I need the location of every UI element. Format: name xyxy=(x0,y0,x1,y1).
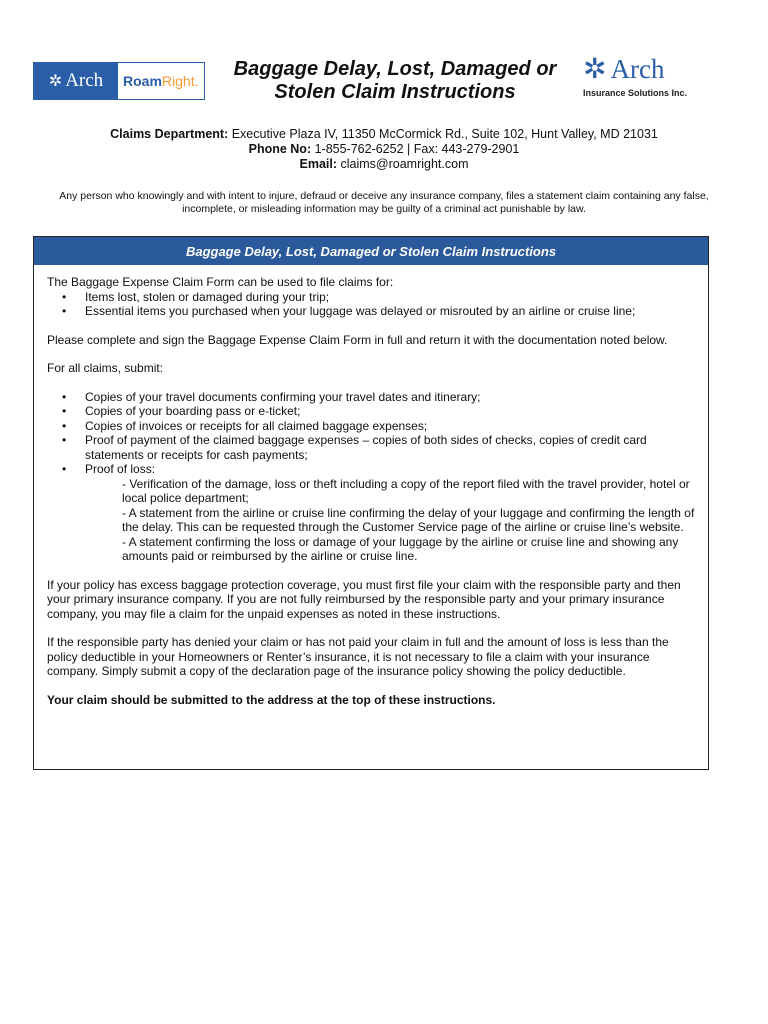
list-item-text: Proof of payment of the claimed baggage expenses – copies of both sides of checks, copies of credit card statements or receipts for cash payments; xyxy=(85,433,647,462)
list-item-text: Copies of your boarding pass or e-ticket; xyxy=(85,404,301,418)
submit-list xyxy=(47,390,696,477)
submit-address-note: Your claim should be submitted to the address at the top of these instructions. xyxy=(47,692,496,707)
email-value: claims@roamright.com xyxy=(337,157,469,171)
phone-label: Phone No: xyxy=(248,142,312,156)
denied-claim-text: If the responsible party has denied your claim or has not paid your claim in full and the amount of loss is less than the policy deductible in your Homeowners or Renter’s insurance, it is not necessary to file a claim with your insurance company. Simply submit a copy of the declaration page of the insurance policy showing the policy deductible. xyxy=(47,635,669,678)
phone-value: 1-855-762-6252 | Fax: 443-279-2901 xyxy=(311,142,520,156)
title-line-2: Stolen Claim Instructions xyxy=(274,81,516,103)
document-title xyxy=(215,58,575,104)
instructions-box xyxy=(33,236,709,770)
list-item xyxy=(47,404,696,419)
bullet-icon: • xyxy=(62,433,67,447)
proof-item: - A statement confirming the loss or damage of your luggage by the airline or cruise line and showing any amounts paid or reimbursed by the airline or cruise line. xyxy=(122,534,679,563)
bullet-icon: • xyxy=(62,418,67,433)
intro-list xyxy=(47,290,696,319)
arch-insurance-logo xyxy=(583,54,703,106)
email-label: Email: xyxy=(299,157,338,171)
proof-item: - A statement from the airline or cruise line confirming the delay of your luggage and confirming the length of the delay. This can be requested through the Customer Service page of the airline or cruise line’s website. xyxy=(122,505,695,534)
excess-coverage-text: If your policy has excess baggage protection coverage, you must first file your claim with the responsible party and then your primary insurance company. If you are not fully reimbursed by the responsible party and your primary insurance company, you may file a claim for the unpaid expenses as noted in these instructions. xyxy=(47,577,681,621)
bullet-icon: • xyxy=(62,404,67,418)
phone-line xyxy=(0,142,768,157)
list-item-text: Copies of your travel documents confirming your travel dates and itinerary; xyxy=(85,389,481,404)
arch-logo-text: Arch xyxy=(65,70,104,91)
arch-roamright-logo xyxy=(33,62,205,100)
claims-department-line xyxy=(0,127,768,142)
list-item xyxy=(47,390,696,405)
dept-address: Executive Plaza IV, 11350 McCormick Rd., Suite 102, Hunt Valley, MD 21031 xyxy=(228,127,658,141)
arch-star-icon: ✲ xyxy=(48,73,63,90)
bullet-icon: • xyxy=(62,389,67,404)
roam-logo-text: Roam xyxy=(123,73,162,89)
arch-subtitle: Insurance Solutions Inc. xyxy=(583,88,688,98)
list-item xyxy=(47,304,696,319)
dept-label: Claims Department: xyxy=(110,127,229,141)
instructions-header: Baggage Delay, Lost, Damaged or Stolen Claim Instructions xyxy=(34,237,708,265)
list-item-text: Copies of invoices or receipts for all claimed baggage expenses; xyxy=(85,418,428,433)
bullet-icon: • xyxy=(62,304,67,318)
list-item xyxy=(47,462,696,477)
proof-item: - Verification of the damage, loss or theft including a copy of the report filed with the travel provider, hotel or local police department; xyxy=(122,476,690,505)
complete-instructions: Please complete and sign the Baggage Expense Claim Form in full and return it with the documentation noted below. xyxy=(47,332,668,347)
list-item xyxy=(47,433,696,462)
bullet-icon: • xyxy=(62,289,67,304)
arch-logo-text: Arch xyxy=(610,54,665,84)
list-item-text: Proof of loss: xyxy=(85,462,156,476)
contact-block xyxy=(0,127,768,172)
intro-text: The Baggage Expense Claim Form can be used to file claims for: xyxy=(47,275,394,289)
email-line xyxy=(0,157,768,172)
arch-star-icon: ✲ xyxy=(583,53,607,84)
right-logo-text: Right. xyxy=(161,73,199,89)
arch-logo-block xyxy=(34,63,118,99)
proof-of-loss-list xyxy=(47,477,696,564)
list-item xyxy=(47,290,696,305)
roamright-logo-block xyxy=(118,63,204,99)
list-item xyxy=(47,419,696,434)
instructions-body xyxy=(34,265,708,707)
fraud-notice: Any person who knowingly and with intent to injure, defraud or deceive any insurance company, files a statement claim containing any false, incomplete, or misleading information may be guilty of a criminal act punishable by law. xyxy=(59,190,709,215)
list-item-text: Items lost, stolen or damaged during your trip; xyxy=(85,289,330,304)
all-claims-label: For all claims, submit: xyxy=(47,361,164,375)
title-line-1: Baggage Delay, Lost, Damaged or xyxy=(233,58,557,80)
bullet-icon: • xyxy=(62,462,67,476)
list-item-text: Essential items you purchased when your luggage was delayed or misrouted by an airline or cruise line; xyxy=(85,304,636,318)
